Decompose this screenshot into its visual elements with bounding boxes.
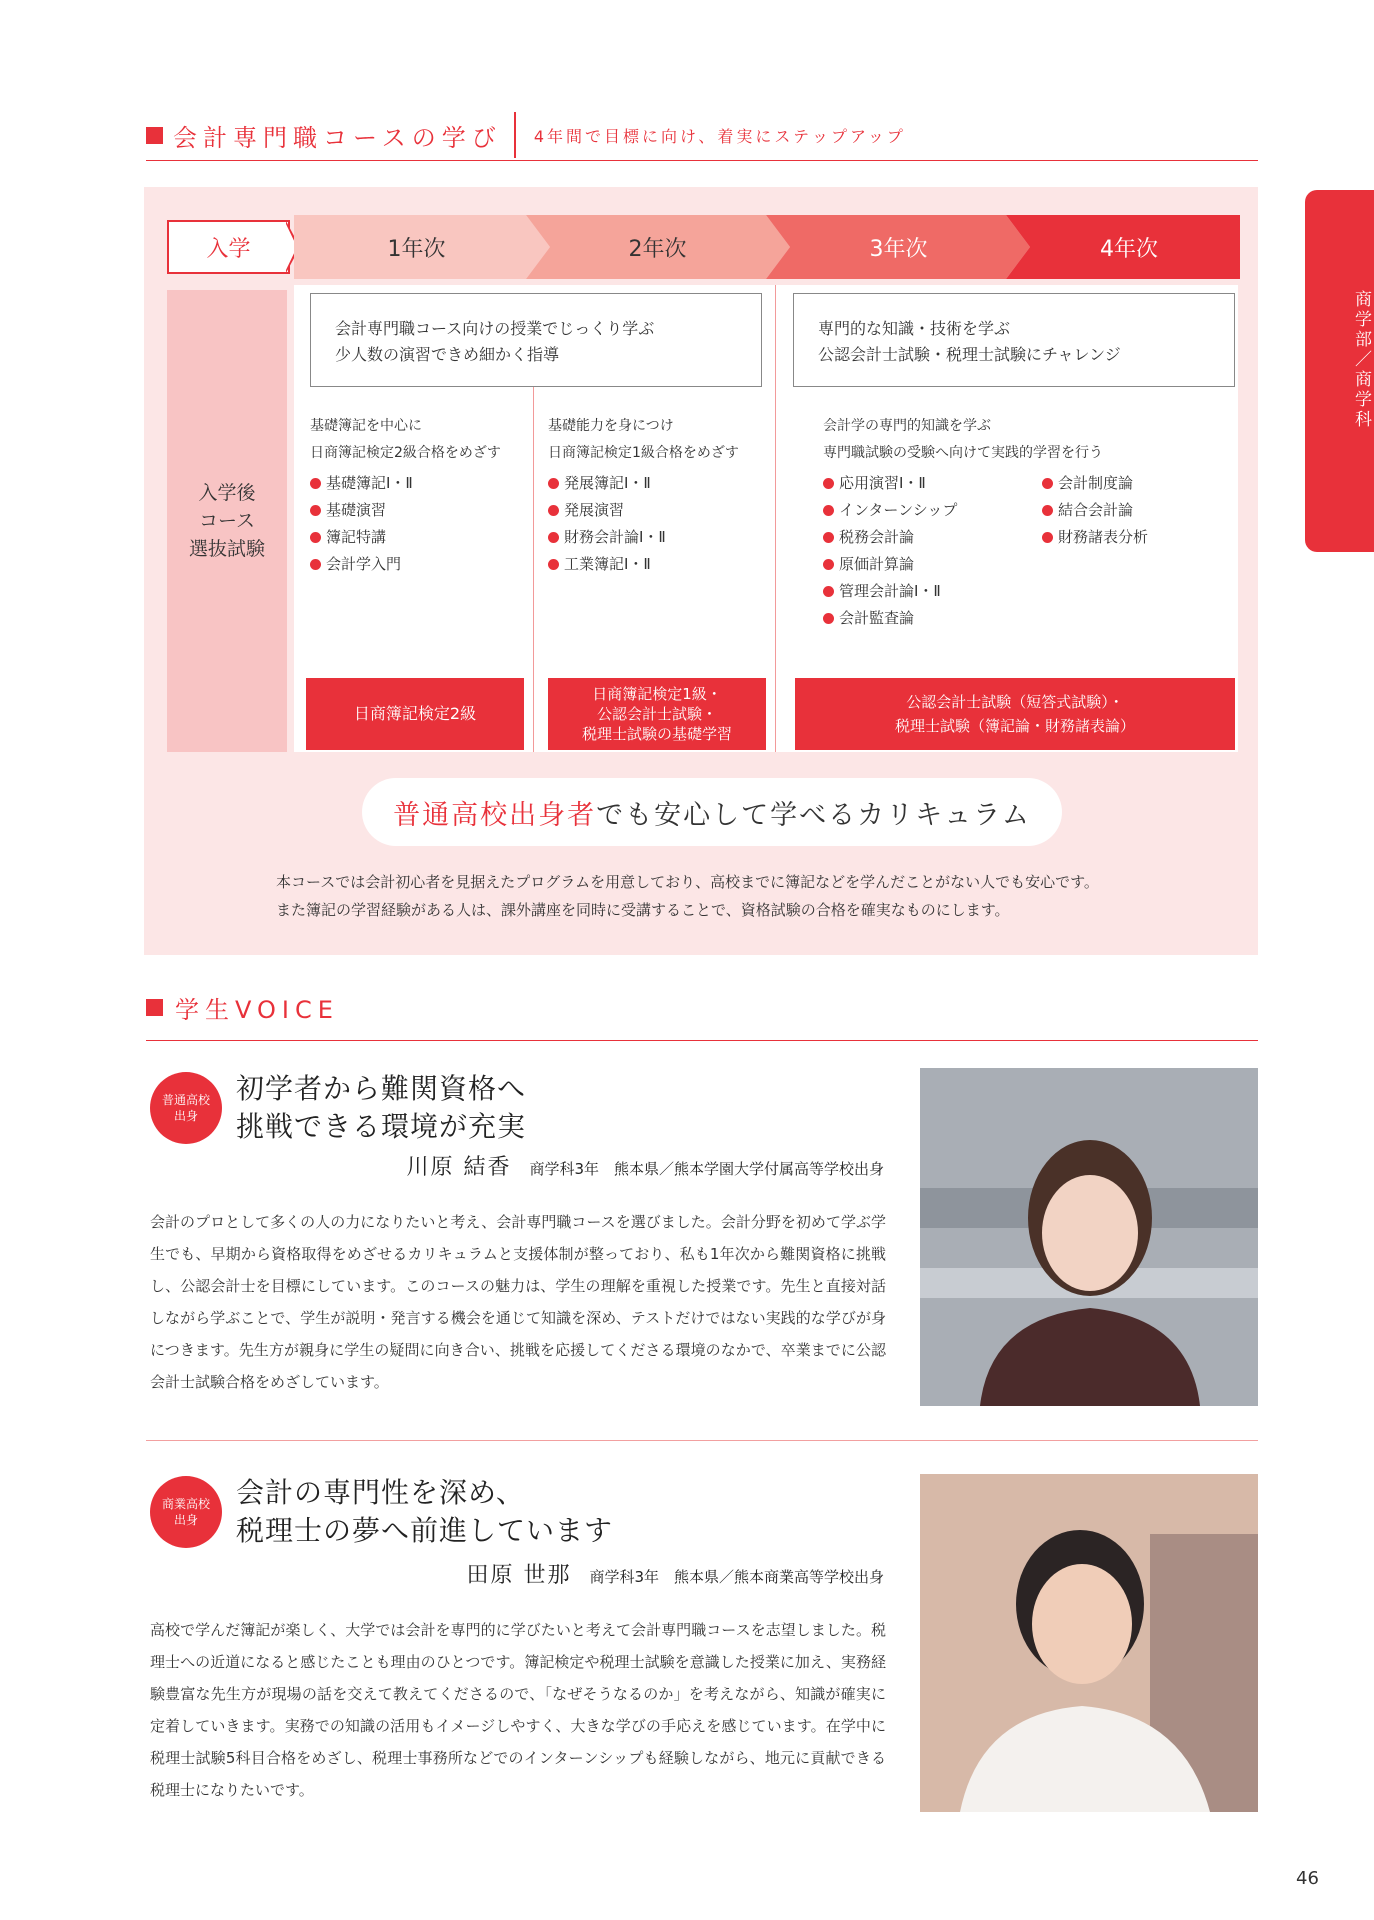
title-divider [514, 112, 516, 158]
enroll-label: 入学 [167, 220, 290, 274]
voice1-headline [236, 1070, 896, 1146]
left-line-1: 入学後 [198, 482, 256, 504]
voice2-badge [150, 1476, 222, 1548]
course-item: 発展簿記Ⅰ・Ⅱ [548, 470, 774, 497]
curriculum-tagline [362, 778, 1062, 846]
course-item: 基礎演習 [310, 497, 530, 524]
phase1-box [310, 293, 762, 387]
year4-label: 4年次 [1100, 236, 1158, 262]
year2-goal-3: 税理士試験の基礎学習 [581, 725, 732, 743]
course-item: インターンシップ [823, 497, 1043, 524]
voice1-badge [150, 1072, 222, 1144]
year3-label: 3年次 [869, 236, 928, 262]
course-item: 原価計算論 [823, 551, 1043, 578]
year34-goal [795, 678, 1235, 750]
voice-rule [146, 1040, 1258, 1041]
year2-goal-1: 日商簿記検定1級・ [592, 685, 722, 703]
course-item: 基礎簿記Ⅰ・Ⅱ [310, 470, 530, 497]
badge-line: 出身 [173, 1513, 198, 1527]
year2-desc [548, 413, 774, 467]
divider-2-3 [775, 285, 776, 752]
year34-desc-1: 会計学の専門的知識を学ぶ [823, 418, 991, 434]
year1-desc-2: 日商簿記検定2級合格をめざす [310, 445, 501, 461]
headline-line-1: 会計の専門性を深め、 [236, 1476, 525, 1509]
year2-goal [548, 678, 766, 750]
year1-desc [310, 413, 530, 467]
course-item: 会計監査論 [823, 605, 1043, 632]
header-rule [146, 160, 1258, 161]
tagline-rest: でも安心して学べるカリキュラム [596, 799, 1031, 831]
intro-line-1: 本コースでは会計初心者を見据えたプログラムを用意しており、高校までに簿記などを学んだことがない人でも安心です。 [276, 873, 1099, 891]
voice2-name-line [236, 1558, 884, 1589]
voice2-body: 高校で学んだ簿記が楽しく、大学では会計を専門的に学びたいと考えて会計専門職コースを志望しました。税理士への近道になると感じたことも理由のひとつです。簿記検定や税理士試験を意識した授業に加え、実務経験豊富な先生方が現場の話を交えて教えてくださるので、「なぜそうなるのか」を考えながら、知識が確実に定着していきます。実務での知識の活用もイメージしやすく、大きな学びの手応えを感じています。在学中に税理士試験5科目合格をめざし、税理士事務所などでのインターンシップも経験しながら、地元に貢献できる税理士になりたいです。 [150, 1621, 886, 1799]
course-item: 工業簿記Ⅰ・Ⅱ [548, 551, 774, 578]
course-item: 財務会計論Ⅰ・Ⅱ [548, 524, 774, 551]
badge-line: 普通高校 [161, 1093, 210, 1107]
course-item: 応用演習Ⅰ・Ⅱ [823, 470, 1043, 497]
intro-line-2: また簿記の学習経験がある人は、課外講座を同時に受講することで、資格試験の合格を確実なものにします。 [276, 901, 1010, 919]
course-item: 発展演習 [548, 497, 774, 524]
year2-goal-2: 公認会計士試験・ [596, 705, 717, 723]
year34-desc [823, 413, 1233, 467]
headline-line-2: 挑戦できる環境が充実 [236, 1110, 527, 1143]
section-title: 会計専門職コースの学び [173, 123, 502, 152]
phase2-line-2: 公認会計士試験・税理士試験にチャレンジ [818, 345, 1121, 364]
year34-courses-b [1042, 470, 1232, 551]
voice-header [146, 990, 339, 1025]
student-meta: 商学科3年 熊本県／熊本商業高等学校出身 [589, 1568, 884, 1586]
year2-courses [548, 470, 774, 578]
course-item: 会計学入門 [310, 551, 530, 578]
year2-desc-2: 日商簿記検定1級合格をめざす [548, 445, 739, 461]
course-item: 簿記特講 [310, 524, 530, 551]
course-item: 税務会計論 [823, 524, 1043, 551]
left-line-2: コース [198, 510, 256, 532]
student-name: 川原 結香 [406, 1155, 512, 1180]
year34-courses-a [823, 470, 1043, 632]
student2-photo [920, 1474, 1258, 1812]
voice1-body: 会計のプロとして多くの人の力になりたいと考え、会計専門職コースを選びました。会計分野を初めて学ぶ学生でも、早期から資格取得をめざせるカリキュラムと支援体制が整っており、私も1年次から難関資格に挑戦し、公認会計士を目標にしています。このコースの魅力は、学生の理解を重視した授業です。先生と直接対話しながら学ぶことで、学生が説明・発言する機会を通じて知識を深め、テストだけではない実践的な学びが身につきます。先生方が親身に学生の疑問に向き合い、挑戦を応援してくださる環境のなかで、卒業までに公認会計士試験合格をめざしています。 [150, 1213, 886, 1391]
year1-courses [310, 470, 530, 578]
headline-line-1: 初学者から難関資格へ [236, 1072, 527, 1105]
course-item: 管理会計論Ⅰ・Ⅱ [823, 578, 1043, 605]
side-tab-label: 商学部／商学科 [1351, 290, 1371, 430]
student-meta: 商学科3年 熊本県／熊本学園大学付属高等学校出身 [529, 1160, 884, 1178]
page-number: 46 [1296, 1868, 1319, 1889]
voice2-headline [236, 1474, 896, 1550]
course-item: 結合会計論 [1042, 497, 1232, 524]
intro-text [276, 868, 1176, 924]
divider-1-2 [533, 386, 534, 752]
phase1-line-1: 会計専門職コース向けの授業でじっくり学ぶ [335, 319, 655, 338]
voice-separator [146, 1440, 1258, 1441]
section-header [146, 112, 906, 158]
selection-exam-column [167, 290, 287, 752]
badge-line: 出身 [173, 1109, 198, 1123]
section-subtitle: 4年間で目標に向け、着実にステップアップ [533, 126, 906, 146]
course-item: 会計制度論 [1042, 470, 1232, 497]
year34-goal-2: 税理士試験（簿記論・財務諸表論） [894, 717, 1135, 735]
phase2-box [793, 293, 1235, 387]
voice1-name-line [236, 1150, 884, 1181]
student1-photo [920, 1068, 1258, 1406]
left-line-3: 選抜試験 [188, 538, 265, 560]
phase1-line-2: 少人数の演習できめ細かく指導 [335, 345, 560, 364]
course-item: 財務諸表分析 [1042, 524, 1232, 551]
year1-goal: 日商簿記検定2級 [306, 678, 524, 750]
square-icon [146, 127, 163, 144]
square-icon [146, 999, 163, 1016]
badge-line: 商業高校 [161, 1497, 210, 1511]
side-tab [1305, 190, 1374, 552]
voice-title: 学生VOICE [175, 996, 339, 1024]
year34-goal-1: 公認会計士試験（短答式試験）・ [906, 693, 1124, 711]
year34-desc-2: 専門職試験の受験へ向けて実践的学習を行う [823, 445, 1103, 461]
year1-label: 1年次 [387, 236, 446, 262]
tagline-highlight: 普通高校出身者 [393, 799, 597, 831]
student-name: 田原 世那 [466, 1563, 572, 1588]
year2-label: 2年次 [628, 236, 687, 262]
year2-desc-1: 基礎能力を身につけ [548, 418, 674, 434]
phase2-line-1: 専門的な知識・技術を学ぶ [818, 319, 1011, 338]
year1-desc-1: 基礎簿記を中心に [310, 418, 422, 434]
headline-line-2: 税理士の夢へ前進しています [236, 1514, 614, 1547]
